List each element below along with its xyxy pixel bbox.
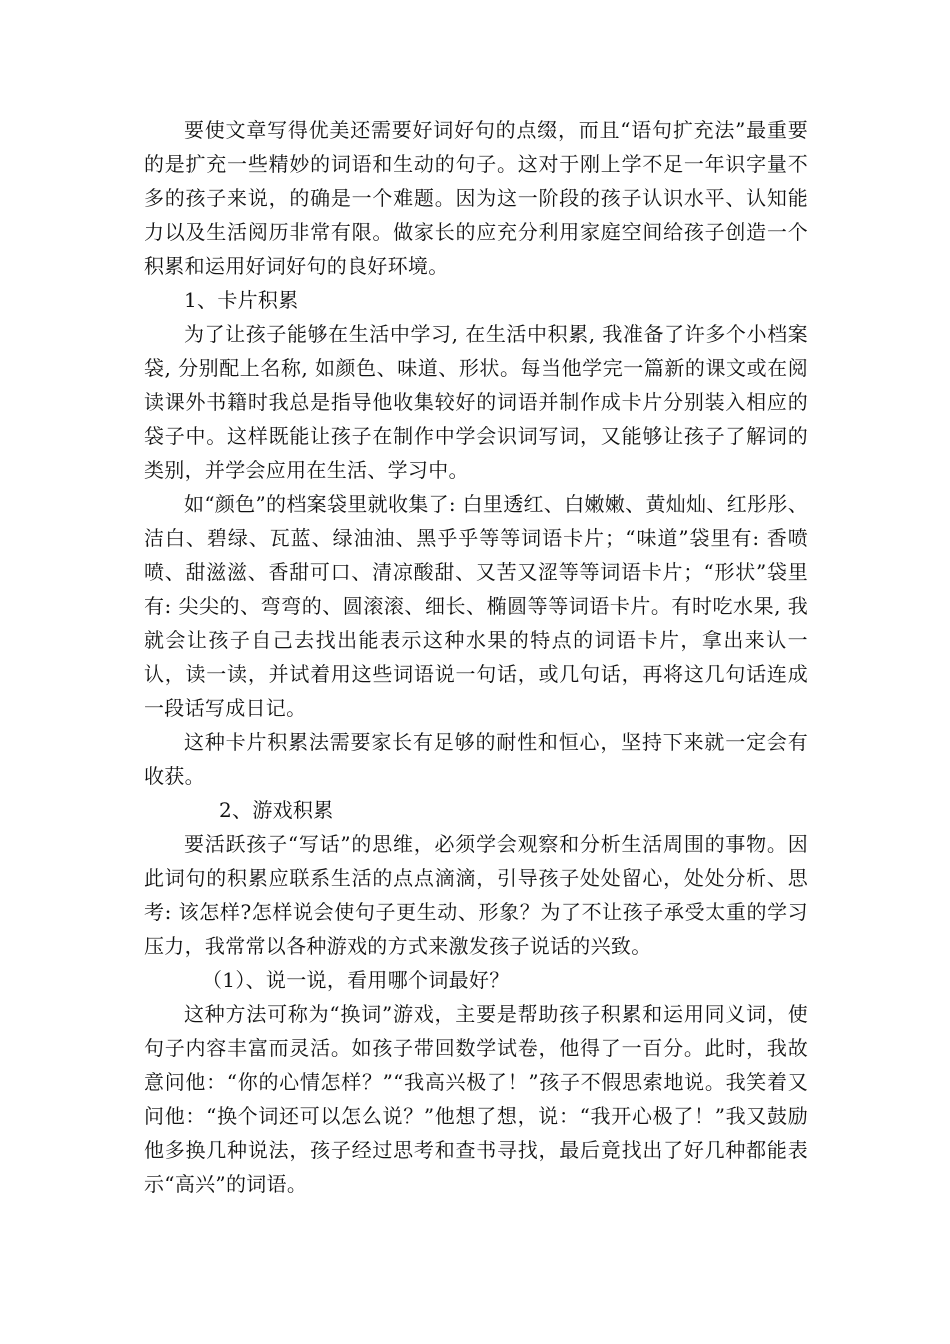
section-heading-card-accumulation: 1、卡片积累 — [184, 288, 299, 312]
paragraph-card-examples: 如“颜色”的档案袋里就收集了: 白里透红、白嫩嫩、黄灿灿、红彤彤、洁白、碧绿、瓦蓝、绿油油、黑乎乎等等词语卡片；“味道”袋里有: 香喷喷、甜滋滋、香甜可口、清凉酸甜、又苦又涩等等词语卡片；“形状”袋里有: 尖尖的、弯弯的、圆滚滚、细长、椭圆等等词语卡片。有时吃水果, 我就会让孩子自己去找出能表示这种水果的特点的词语卡片，拿出来认一认，读一读，并试着用这些词语说一句话，或几句话，再将这几句话连成一段话写成日记。 — [144, 492, 808, 720]
paragraph-card-summary: 这种卡片积累法需要家长有足够的耐性和恒心，坚持下来就一定会有收获。 — [144, 730, 808, 788]
paragraph-word-swap: 这种方法可称为“换词”游戏，主要是帮助孩子积累和运用同义词，使句子内容丰富而灵活。如孩子带回数学试卷，他得了一百分。此时，我故意问他：“你的心情怎样？”“我高兴极了！”孩子不假思索地说。我笑着又问他：“换个词还可以怎么说？”他想了想，说：“我开心极了！”我又鼓励他多换几种说法，孩子经过思考和查书寻找，最后竟找出了好几种都能表示“高兴”的词语。 — [144, 1002, 808, 1196]
section-heading-game-accumulation: 2、游戏积累 — [219, 798, 334, 822]
paragraph-game-method: 要活跃孩子“写话”的思维，必须学会观察和分析生活周围的事物。因此词句的积累应联系生活的点点滴滴，引导孩子处处留心，处处分析、思考: 该怎样?怎样说会使句子更生动、形象？为了不让孩子承受太重的学习压力，我常常以各种游戏的方式来激发孩子说话的兴致。 — [144, 832, 808, 958]
subsection-heading-word-swap: （1）、说一说，看用哪个词最好？ — [202, 968, 510, 992]
paragraph-intro: 要使文章写得优美还需要好词好句的点缀，而且“语句扩充法”最重要的是扩充一些精妙的词语和生动的句子。这对于刚上学不足一年识字量不多的孩子来说，的确是一个难题。因为这一阶段的孩子认识水平、认知能力以及生活阅历非常有限。做家长的应充分利用家庭空间给孩子创造一个积累和运用好词好句的良好环境。 — [144, 118, 808, 278]
paragraph-card-method: 为了让孩子能够在生活中学习, 在生活中积累, 我准备了许多个小档案袋, 分别配上名称, 如颜色、味道、形状。每当他学完一篇新的课文或在阅读课外书籍时我总是指导他收集较好的词语并制作成卡片分别装入相应的袋子中。这样既能让孩子在制作中学会识词写词，又能够让孩子了解词的类别，并学会应用在生活、学习中。 — [144, 322, 808, 482]
document-page — [144, 113, 808, 1201]
